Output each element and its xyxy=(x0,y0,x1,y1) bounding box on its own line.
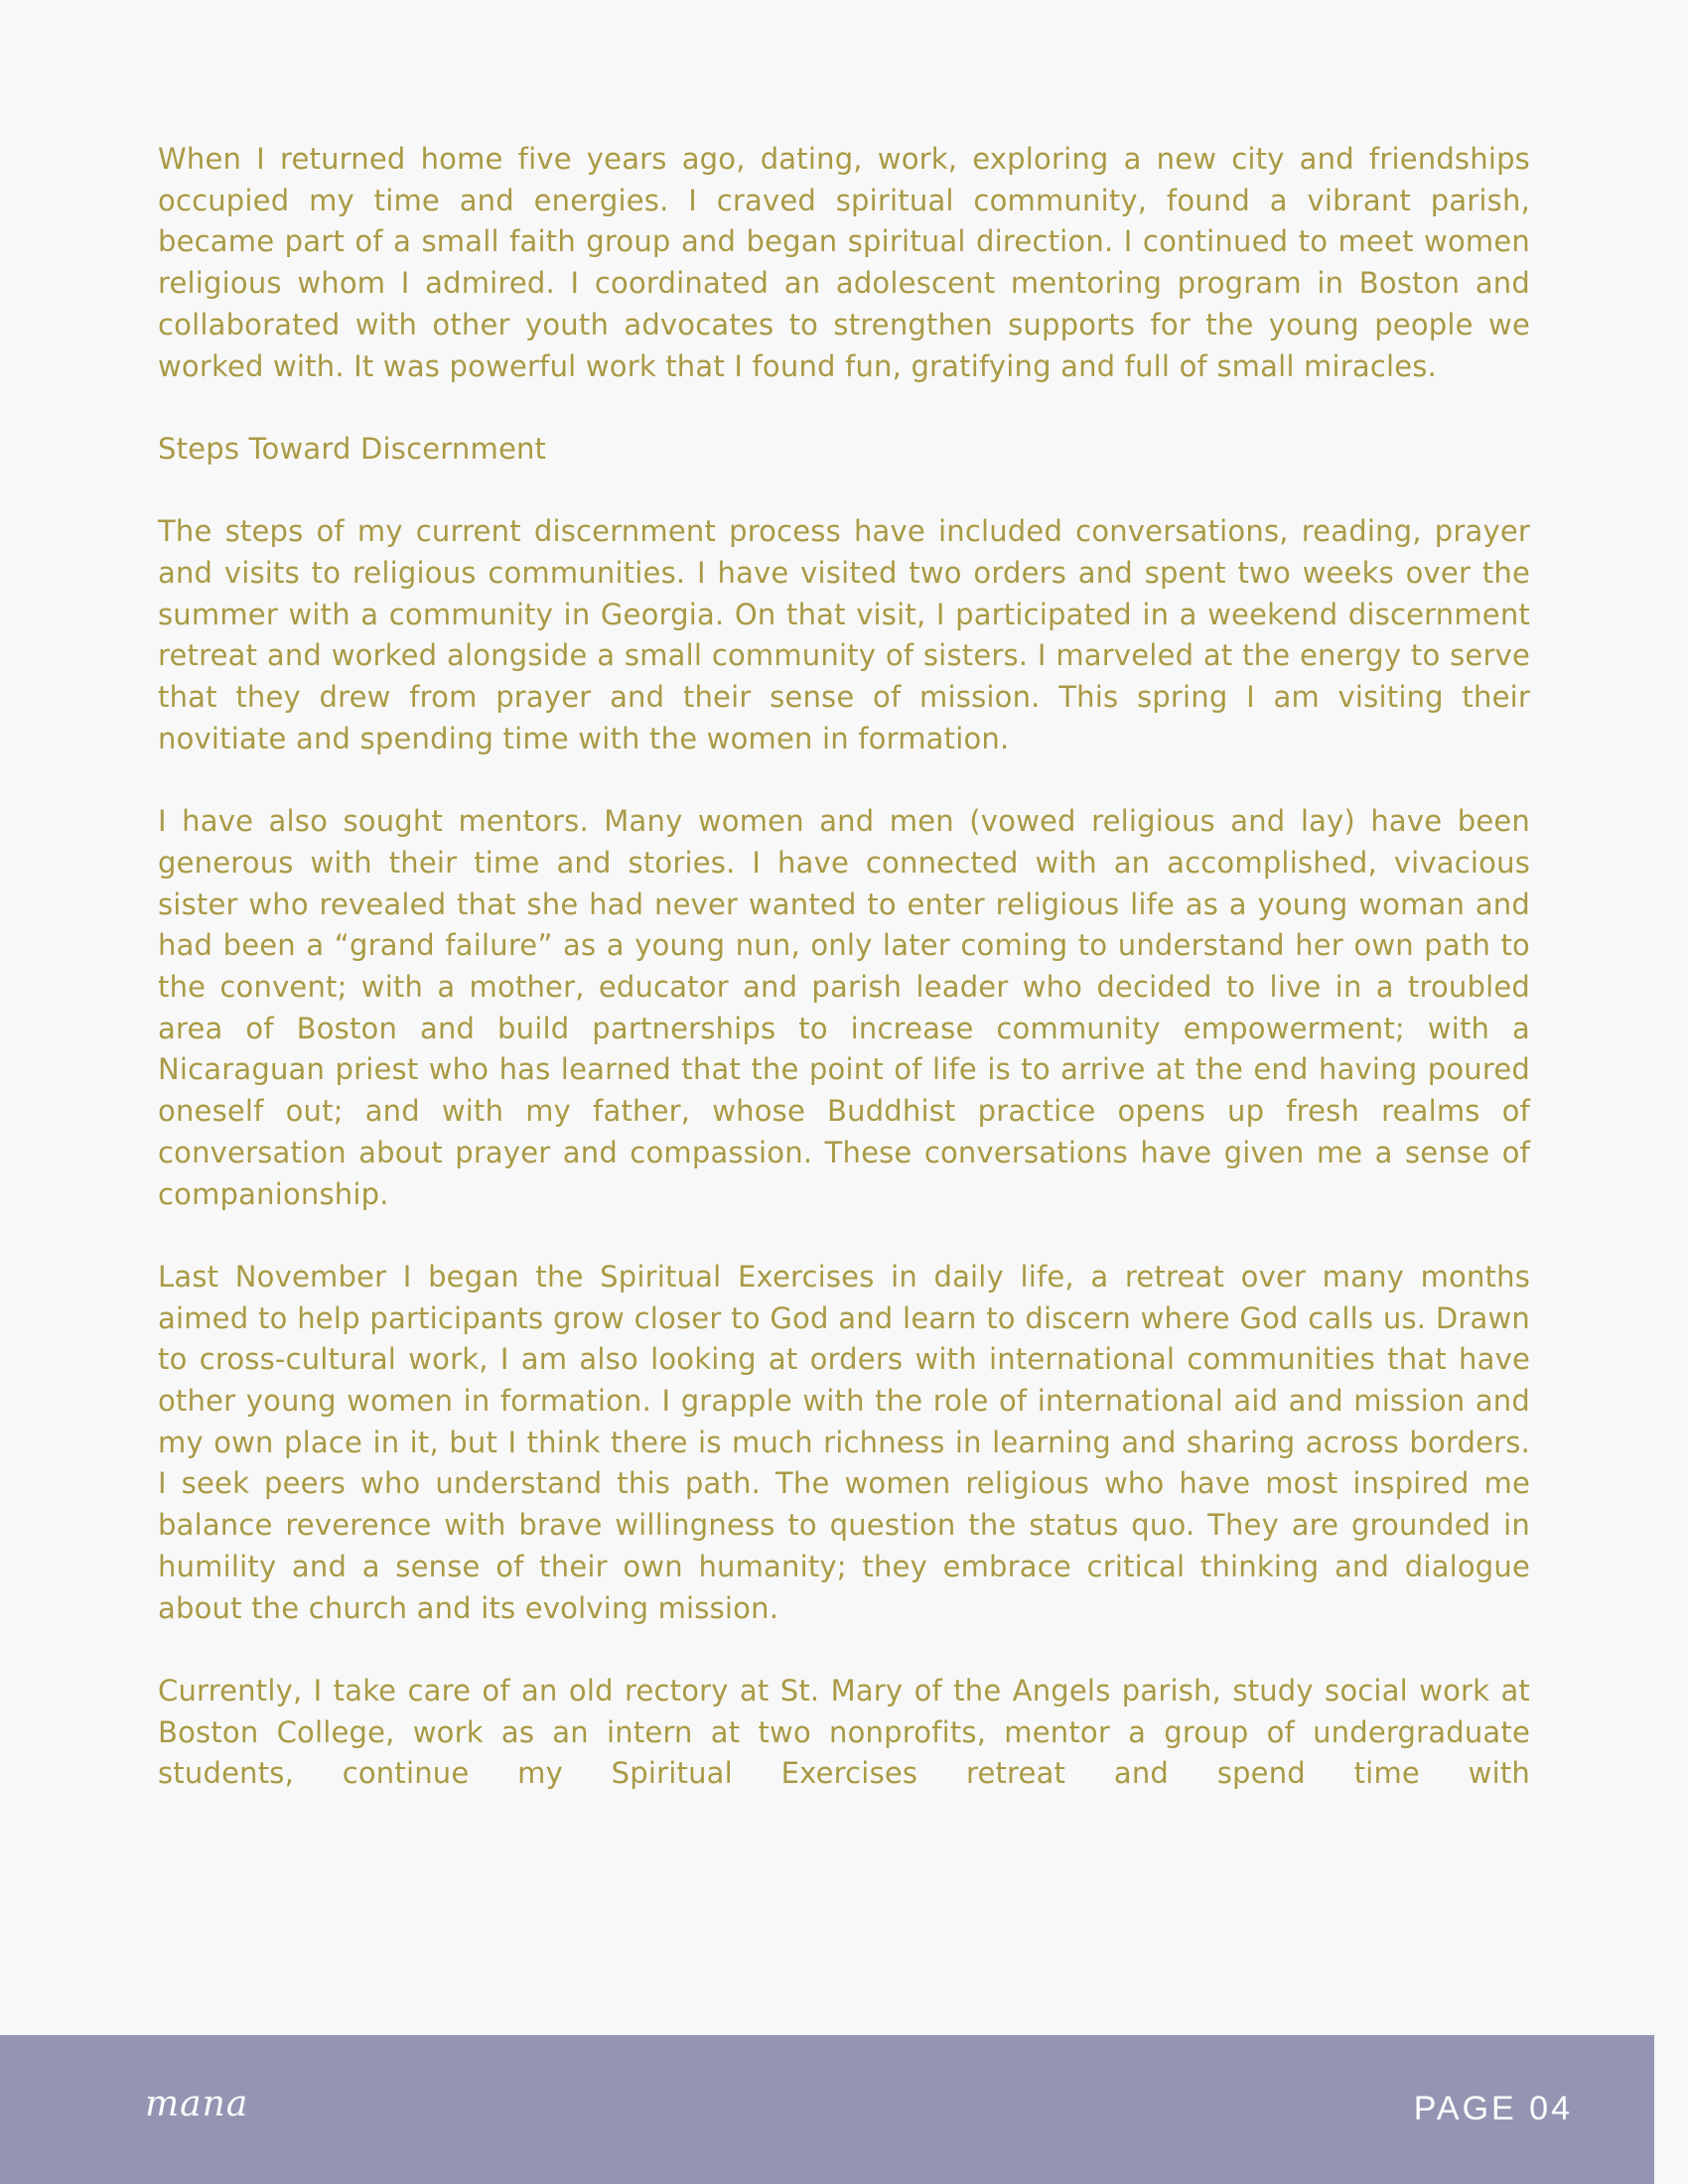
mana-logo: mana xyxy=(145,2084,249,2124)
section-heading: Steps Toward Discernment xyxy=(158,431,547,466)
article-body xyxy=(158,139,1530,1795)
page-number: PAGE 04 xyxy=(1413,2090,1573,2127)
footer-edge-strip xyxy=(1654,2035,1688,2184)
paragraph-spiritual-exercises: Last November I began the Spiritual Exercises in daily life, a retreat over many months aimed to help participants grow closer to God and learn to discern where God calls us. Drawn to cross-cultural work, I am also looking at orders with international communities that have other young women in formation. I grapple with the role of international aid and mission and my own place in it, but I think there is much richness in learning and sharing across borders. I seek peers who understand this path. The women religious who have most inspired me balance reverence with brave willingness to question the status quo. They are grounded in humility and a sense of their own humanity; they embrace critical thinking and dialogue about the church and its evolving mission. xyxy=(158,1259,1530,1625)
paragraph-discernment-steps: The steps of my current discernment process have included conversations, reading, prayer and visits to religious communities. I have visited two orders and spent two weeks over the summer with a community in Georgia. On that visit, I participated in a weekend discernment retreat and worked alongside a small community of sisters. I marveled at the energy to serve that they drew from prayer and their sense of mission. This spring I am visiting their novitiate and spending time with the women in formation. xyxy=(158,514,1530,755)
paragraph-mentors: I have also sought mentors. Many women and men (vowed religious and lay) have been generous with their time and stories. I have connected with an accomplished, vivacious sister who revealed that she had never wanted to enter religious life as a young woman and had been a “grand failure” as a young nun, only later coming to understand her own path to the convent; with a mother, educator and parish leader who decided to live in a troubled area of Boston and build partnerships to increase community empowerment; with a Nicaraguan priest who has learned that the point of life is to arrive at the end having poured oneself out; and with my father, whose Buddhist practice opens up fresh realms of conversation about prayer and compassion. These conversations have given me a sense of companionship. xyxy=(158,804,1530,1211)
paragraph-return-home: When I returned home five years ago, dating, work, exploring a new city and friendships occupied my time and energies. I craved spiritual community, found a vibrant parish, became part of a small faith group and began spiritual direction. I continued to meet women religious whom I admired. I coordinated an adolescent mentoring program in Boston and collaborated with other youth advocates to strengthen supports for the young people we worked with. It was powerful work that I found fun, gratifying and full of small miracles. xyxy=(158,142,1530,383)
paragraph-current-activities: Currently, I take care of an old rectory at St. Mary of the Angels parish, study social work at Boston College, work as an intern at two nonprofits, mentor a group of undergraduate students, continue my Spiritual Exercises retreat and spend time with xyxy=(158,1673,1530,1791)
